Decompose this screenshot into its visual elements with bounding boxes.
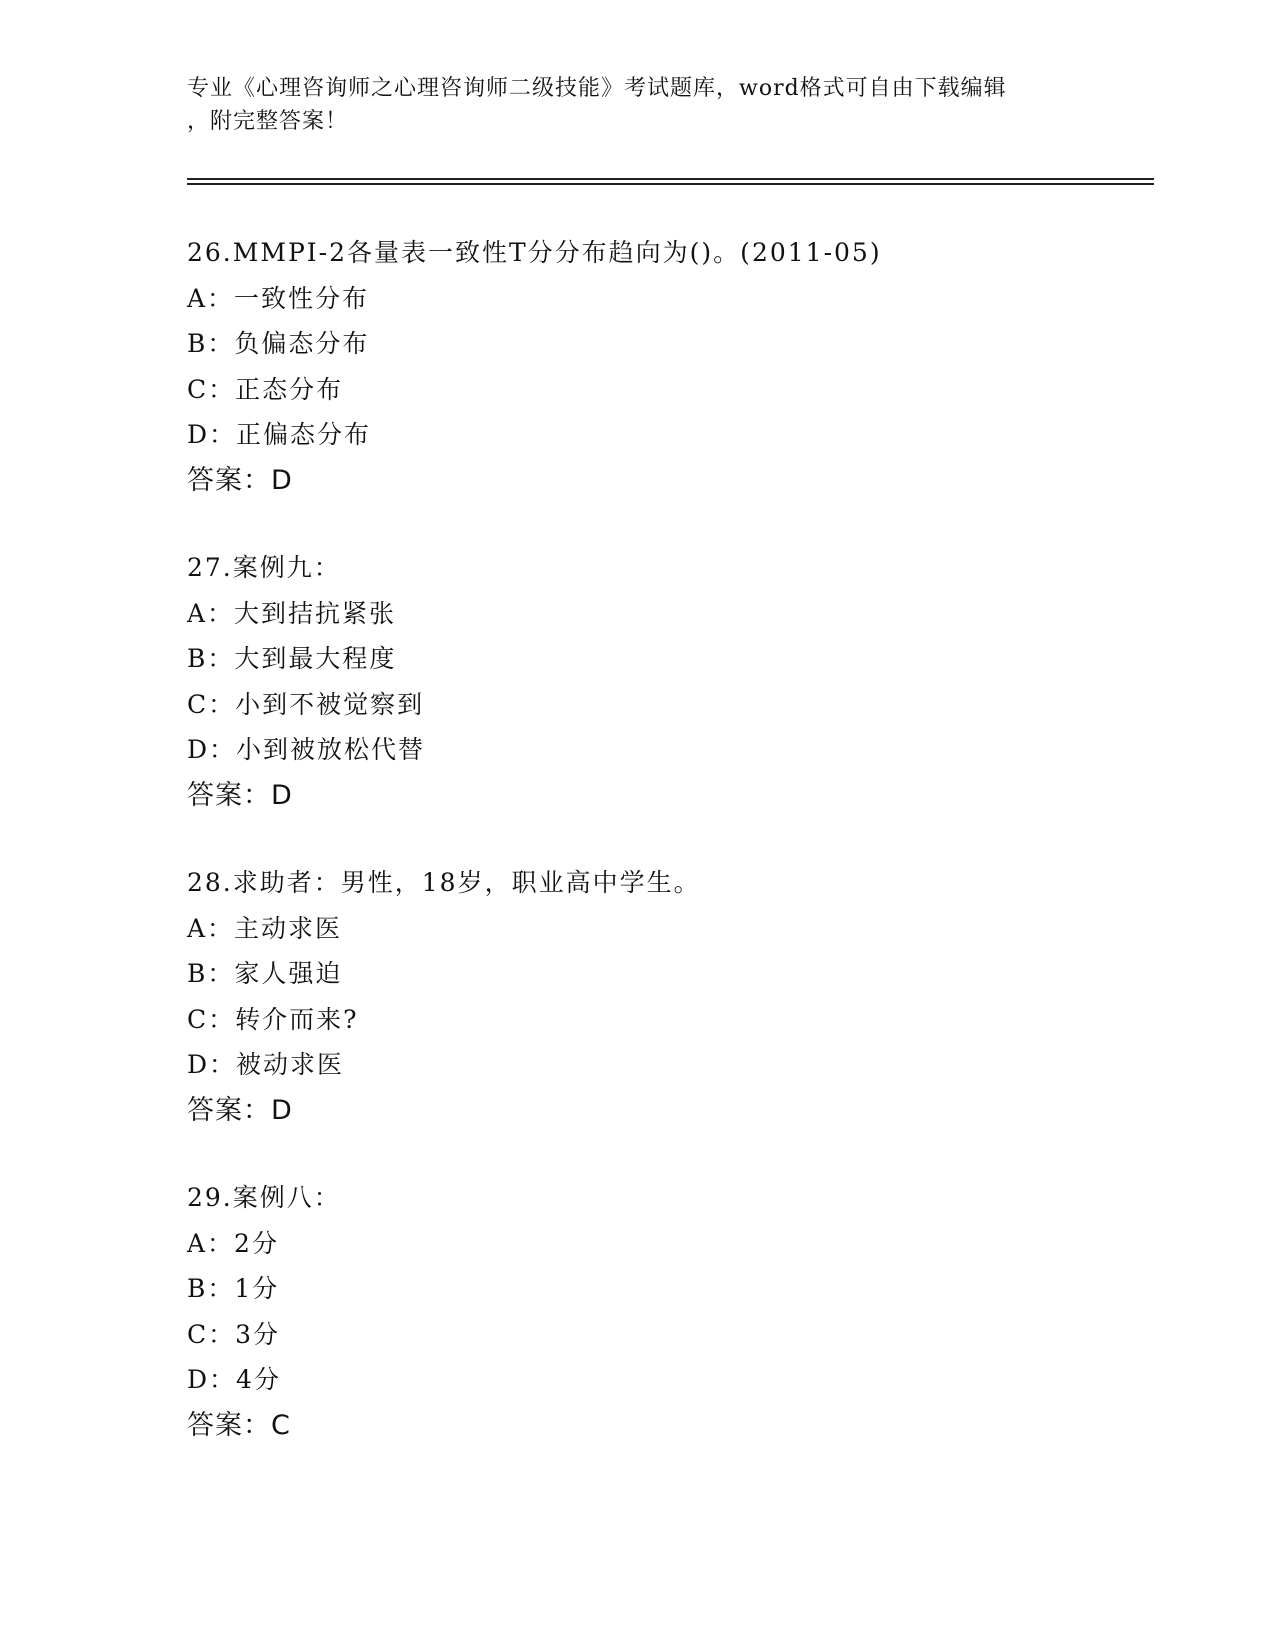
document-header xyxy=(187,72,1077,138)
question-26 xyxy=(187,230,1147,503)
option-b: B：大到最大程度 xyxy=(187,644,397,673)
question-28 xyxy=(187,860,1147,1133)
question-title: 26.MMPI-2各量表一致性T分分布趋向为()。(2011-05) xyxy=(187,238,882,267)
option-d: D：正偏态分布 xyxy=(187,420,372,449)
option-d: D：小到被放松代替 xyxy=(187,735,426,764)
option-c: C：正态分布 xyxy=(187,374,344,404)
option-a: A：大到拮抗紧张 xyxy=(187,598,397,628)
option-b: B：负偏态分布 xyxy=(187,329,370,358)
option-b: B：1分 xyxy=(187,1274,280,1303)
header-divider-top xyxy=(187,178,1154,180)
option-a: A：一致性分布 xyxy=(187,283,370,313)
answer-line: 答案：C xyxy=(187,1409,291,1441)
answer-line: 答案：D xyxy=(187,464,293,496)
option-c: C：小到不被觉察到 xyxy=(187,689,425,719)
option-b: B：家人强迫 xyxy=(187,959,343,988)
header-line-2: ，附完整答案！ xyxy=(187,109,349,134)
header-line-1: 专业《心理咨询师之心理咨询师二级技能》考试题库，word格式可自由下载编辑 xyxy=(187,76,1007,101)
answer-line: 答案：D xyxy=(187,779,293,811)
option-a: A：主动求医 xyxy=(187,913,343,943)
option-c: C：3分 xyxy=(187,1319,281,1349)
question-title: 27.案例九： xyxy=(187,553,341,582)
question-27 xyxy=(187,545,1147,818)
option-c: C：转介而来? xyxy=(187,1004,359,1034)
option-d: D：4分 xyxy=(187,1365,281,1394)
header-divider-bottom xyxy=(187,183,1154,185)
option-a: A：2分 xyxy=(187,1228,279,1258)
question-title: 28.求助者：男性，18岁，职业高中学生。 xyxy=(187,868,701,897)
option-d: D：被动求医 xyxy=(187,1050,345,1079)
answer-line: 答案：D xyxy=(187,1094,293,1126)
question-title: 29.案例八： xyxy=(187,1183,341,1212)
question-29 xyxy=(187,1175,1147,1448)
